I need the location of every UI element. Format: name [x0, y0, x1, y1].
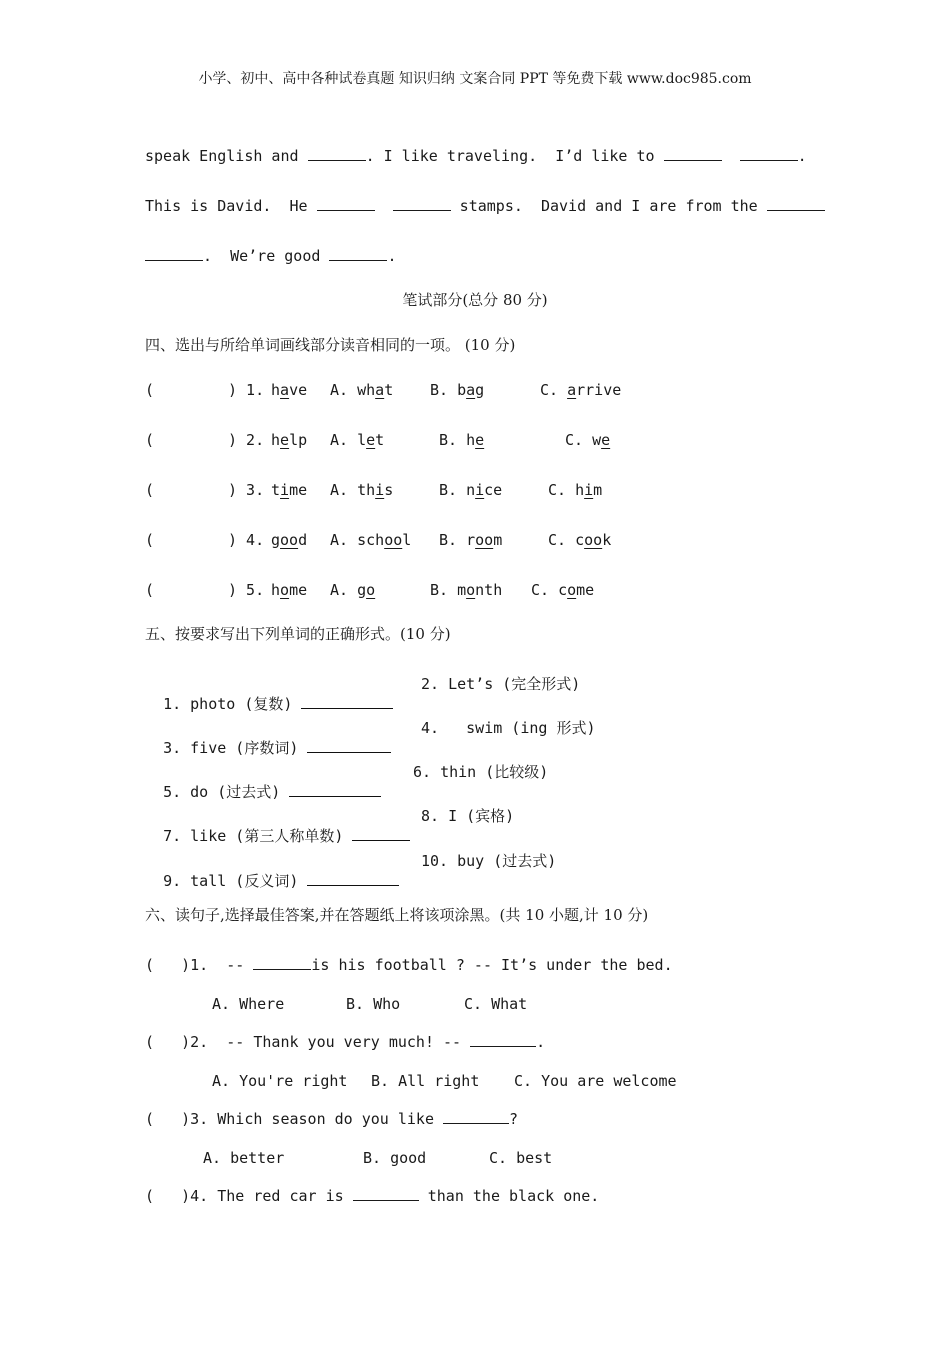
s5-prompt: 5. do (过去式) — [163, 783, 281, 801]
s5-row-1-right: 2. Let’s (完全形式) — [421, 675, 581, 693]
option-word: we — [592, 431, 611, 449]
passage-text: This is David. He — [145, 197, 317, 215]
s6-q3-opt-c[interactable]: C. best — [489, 1149, 553, 1167]
section6-title: 六、读句子,选择最佳答案,并在答题纸上将该项涂黑。(共 10 小题,计 10 分) — [145, 906, 649, 924]
given-word-cell — [271, 430, 307, 450]
s5-row-1 — [145, 674, 393, 714]
s6-q1-opt-c[interactable]: C. What — [464, 995, 528, 1013]
s5-prompt: 1. photo (复数) — [163, 695, 293, 713]
answer-paren-open: ( — [145, 431, 155, 449]
answer-blank[interactable] — [307, 871, 399, 886]
answer-blank[interactable] — [352, 826, 410, 841]
option-word: bag — [457, 381, 485, 399]
answer-blank[interactable] — [308, 146, 366, 161]
s5-prompt: 9. tall (反义词) — [163, 872, 299, 890]
s6-q2-opt-c[interactable]: C. You are welcome — [514, 1072, 677, 1090]
option-b[interactable]: B. he — [439, 431, 485, 449]
page-header: 小学、初中、高中各种试卷真题 知识归纳 文案合同 PPT 等免费下载 www.doc985.com — [198, 71, 752, 87]
option-word: room — [466, 531, 503, 549]
option-a[interactable]: A. what — [330, 381, 394, 399]
answer-blank[interactable] — [470, 1032, 536, 1047]
option-word: let — [357, 431, 385, 449]
answer-blank[interactable] — [329, 246, 387, 261]
s5-row-5-right: 10. buy (过去式) — [421, 852, 557, 870]
answer-blank[interactable] — [664, 146, 722, 161]
question-number: ) 4. — [228, 531, 265, 549]
answer-blank[interactable] — [289, 782, 381, 797]
option-a[interactable]: A. school — [330, 531, 412, 549]
passage-line-3 — [145, 246, 396, 266]
s5-row-4-right: 8. I (宾格) — [421, 807, 515, 825]
s6-q2 — [145, 1032, 545, 1052]
s5-row-5 — [145, 851, 399, 891]
passage-text: speak English and — [145, 147, 308, 165]
passage-text: . We’re good — [203, 247, 330, 265]
option-c[interactable]: C. him — [548, 481, 603, 499]
section4-title: 四、选出与所给单词画线部分读音相同的一项。 (10 分) — [145, 336, 516, 354]
question-number: ) 2. — [228, 431, 265, 449]
given-word-cell — [271, 380, 307, 400]
passage-line-1 — [145, 146, 807, 166]
option-b[interactable]: B. bag — [430, 381, 485, 399]
s6-q1 — [145, 955, 673, 975]
s5-row-2-right: 4. swim (ing 形式) — [421, 719, 596, 737]
passage-text: stamps. David and I are from the — [450, 197, 767, 215]
question-text: . — [536, 1033, 546, 1051]
option-word: what — [357, 381, 394, 399]
question-number: ) 3. — [228, 481, 265, 499]
s6-q2-opt-a[interactable]: A. You're right — [212, 1072, 348, 1090]
s6-q1-opt-a[interactable]: A. Where — [212, 995, 285, 1013]
s6-q3-opt-b[interactable]: B. good — [363, 1149, 427, 1167]
answer-paren-open: ( — [145, 381, 155, 399]
option-word: cook — [575, 531, 612, 549]
answer-paren-open: ( — [145, 531, 155, 549]
question-text: ? — [509, 1110, 519, 1128]
answer-blank[interactable] — [740, 146, 798, 161]
given-word-cell — [271, 480, 307, 500]
answer-blank[interactable] — [253, 955, 311, 970]
s6-q4 — [145, 1186, 599, 1206]
option-word: arrive — [567, 381, 622, 399]
question-text: ( )1. -- — [145, 956, 254, 974]
option-word: this — [357, 481, 394, 499]
question-number: ) 5. — [228, 581, 265, 599]
question-text: ( )3. Which season do you like — [145, 1110, 444, 1128]
section5-title: 五、按要求写出下列单词的正确形式。(10 分) — [145, 625, 451, 643]
answer-blank[interactable] — [767, 196, 825, 211]
answer-blank[interactable] — [301, 694, 393, 709]
s5-prompt: 3. five (序数词) — [163, 739, 299, 757]
given-word-cell — [271, 530, 307, 550]
s6-q3 — [145, 1109, 518, 1129]
option-word: nice — [466, 481, 503, 499]
passage-line-2 — [145, 196, 825, 216]
question-number: ) 1. — [228, 381, 265, 399]
option-word: come — [558, 581, 595, 599]
given-word: have — [271, 381, 308, 399]
given-word: home — [271, 581, 308, 599]
question-text: is his football ? -- It’s under the bed. — [311, 956, 673, 974]
s5-row-4 — [145, 806, 410, 846]
answer-paren-open: ( — [145, 481, 155, 499]
s6-q1-opt-b[interactable]: B. Who — [346, 995, 401, 1013]
option-a[interactable]: A. go — [330, 581, 376, 599]
s6-q2-opt-b[interactable]: B. All right — [371, 1072, 480, 1090]
option-c[interactable]: C. come — [531, 581, 595, 599]
answer-blank[interactable] — [393, 196, 451, 211]
given-word-cell — [271, 580, 307, 600]
option-word: him — [575, 481, 603, 499]
option-b[interactable]: B. nice — [439, 481, 503, 499]
option-c[interactable]: C. we — [565, 431, 611, 449]
s5-row-2 — [145, 718, 391, 758]
question-text: ( )2. -- Thank you very much! -- — [145, 1033, 471, 1051]
given-word: good — [271, 531, 308, 549]
answer-blank[interactable] — [317, 196, 375, 211]
option-c[interactable]: C. arrive — [540, 381, 622, 399]
s6-q3-opt-a[interactable]: A. better — [203, 1149, 285, 1167]
option-a[interactable]: A. this — [330, 481, 394, 499]
s5-row-3 — [145, 762, 381, 802]
given-word: time — [271, 481, 308, 499]
option-word: go — [357, 581, 376, 599]
passage-text: . — [797, 147, 807, 165]
option-word: he — [466, 431, 485, 449]
answer-paren-open: ( — [145, 581, 155, 599]
option-b[interactable]: B. month — [430, 581, 503, 599]
question-text: than the black one. — [418, 1187, 600, 1205]
option-word: month — [457, 581, 503, 599]
s5-prompt: 7. like (第三人称单数) — [163, 827, 344, 845]
passage-text: . — [387, 247, 397, 265]
question-text: ( )4. The red car is — [145, 1187, 353, 1205]
answer-blank[interactable] — [307, 738, 391, 753]
answer-blank[interactable] — [353, 1186, 419, 1201]
answer-blank[interactable] — [443, 1109, 509, 1124]
answer-blank[interactable] — [145, 246, 203, 261]
section-title: 笔试部分(总分 80 分) — [402, 291, 548, 309]
option-a[interactable]: A. let — [330, 431, 385, 449]
passage-text: . I like traveling. I’d like to — [365, 147, 664, 165]
s5-row-3-right: 6. thin (比较级) — [413, 763, 549, 781]
given-word: help — [271, 431, 308, 449]
option-b[interactable]: B. room — [439, 531, 503, 549]
option-word: school — [357, 531, 412, 549]
option-c[interactable]: C. cook — [548, 531, 612, 549]
